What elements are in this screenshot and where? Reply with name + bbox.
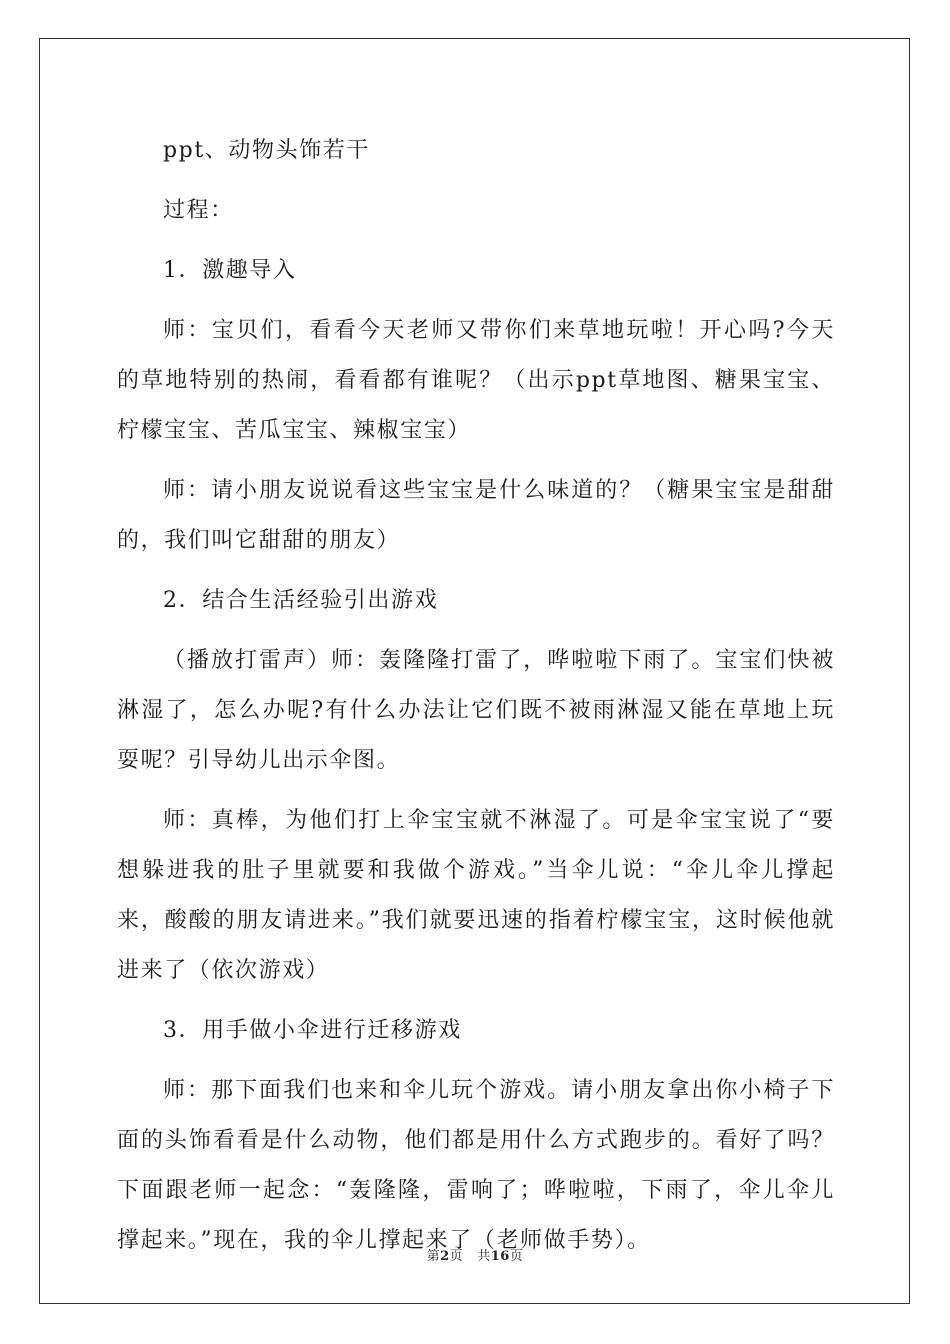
paragraph-teacher-intro: 师：宝贝们，看看今天老师又带你们来草地玩啦！开心吗?今天的草地特别的热闹，看看都有谁呢？（出示ppt草地图、糖果宝宝、柠檬宝宝、苦瓜宝宝、辣椒宝宝） <box>117 318 835 443</box>
document-body <box>117 126 835 1276</box>
footer-total-suffix: 页 <box>509 1249 524 1264</box>
page-footer <box>0 1248 950 1266</box>
footer-total-prefix: 共 <box>477 1249 491 1264</box>
footer-page-suffix: 页 <box>449 1249 464 1264</box>
paragraph-step3-heading: 3．用手做小伞进行迁移游戏 <box>163 1018 462 1043</box>
footer-page-number: 2 <box>440 1249 450 1264</box>
paragraph-step2-heading: 2．结合生活经验引出游戏 <box>163 588 439 613</box>
paragraph-materials: ppt、动物头饰若干 <box>163 138 371 163</box>
paragraph-thunder: （播放打雷声）师：轰隆隆打雷了，哗啦啦下雨了。宝宝们快被淋湿了，怎么办呢?有什么办法让它们既不被雨淋湿又能在草地上玩耍呢？引导幼儿出示伞图。 <box>117 648 835 773</box>
paragraph-process-heading: 过程： <box>163 198 234 223</box>
paragraph-umbrella-game: 师：真棒，为他们打上伞宝宝就不淋湿了。可是伞宝宝说了“要想躲进我的肚子里就要和我做个游戏。”当伞儿说：“伞儿伞儿撑起来，酸酸的朋友请进来。”我们就要迅速的指着柠檬宝宝，这时候他就进来了（依次游戏） <box>117 808 835 983</box>
footer-prefix: 第 <box>426 1249 441 1264</box>
paragraph-hand-umbrella: 师：那下面我们也来和伞儿玩个游戏。请小朋友拿出你小椅子下面的头饰看看是什么动物，他们都是用什么方式跑步的。看好了吗？下面跟老师一起念：“轰隆隆，雷响了；哗啦啦，下雨了，伞儿伞儿撑起来。”现在，我的伞儿撑起来了（老师做手势）。 <box>117 1078 835 1253</box>
footer-total-pages: 16 <box>490 1249 510 1264</box>
paragraph-step1-heading: 1．激趣导入 <box>163 258 297 283</box>
paragraph-teacher-question: 师：请小朋友说说看这些宝宝是什么味道的？（糖果宝宝是甜甜的，我们叫它甜甜的朋友） <box>117 478 835 553</box>
